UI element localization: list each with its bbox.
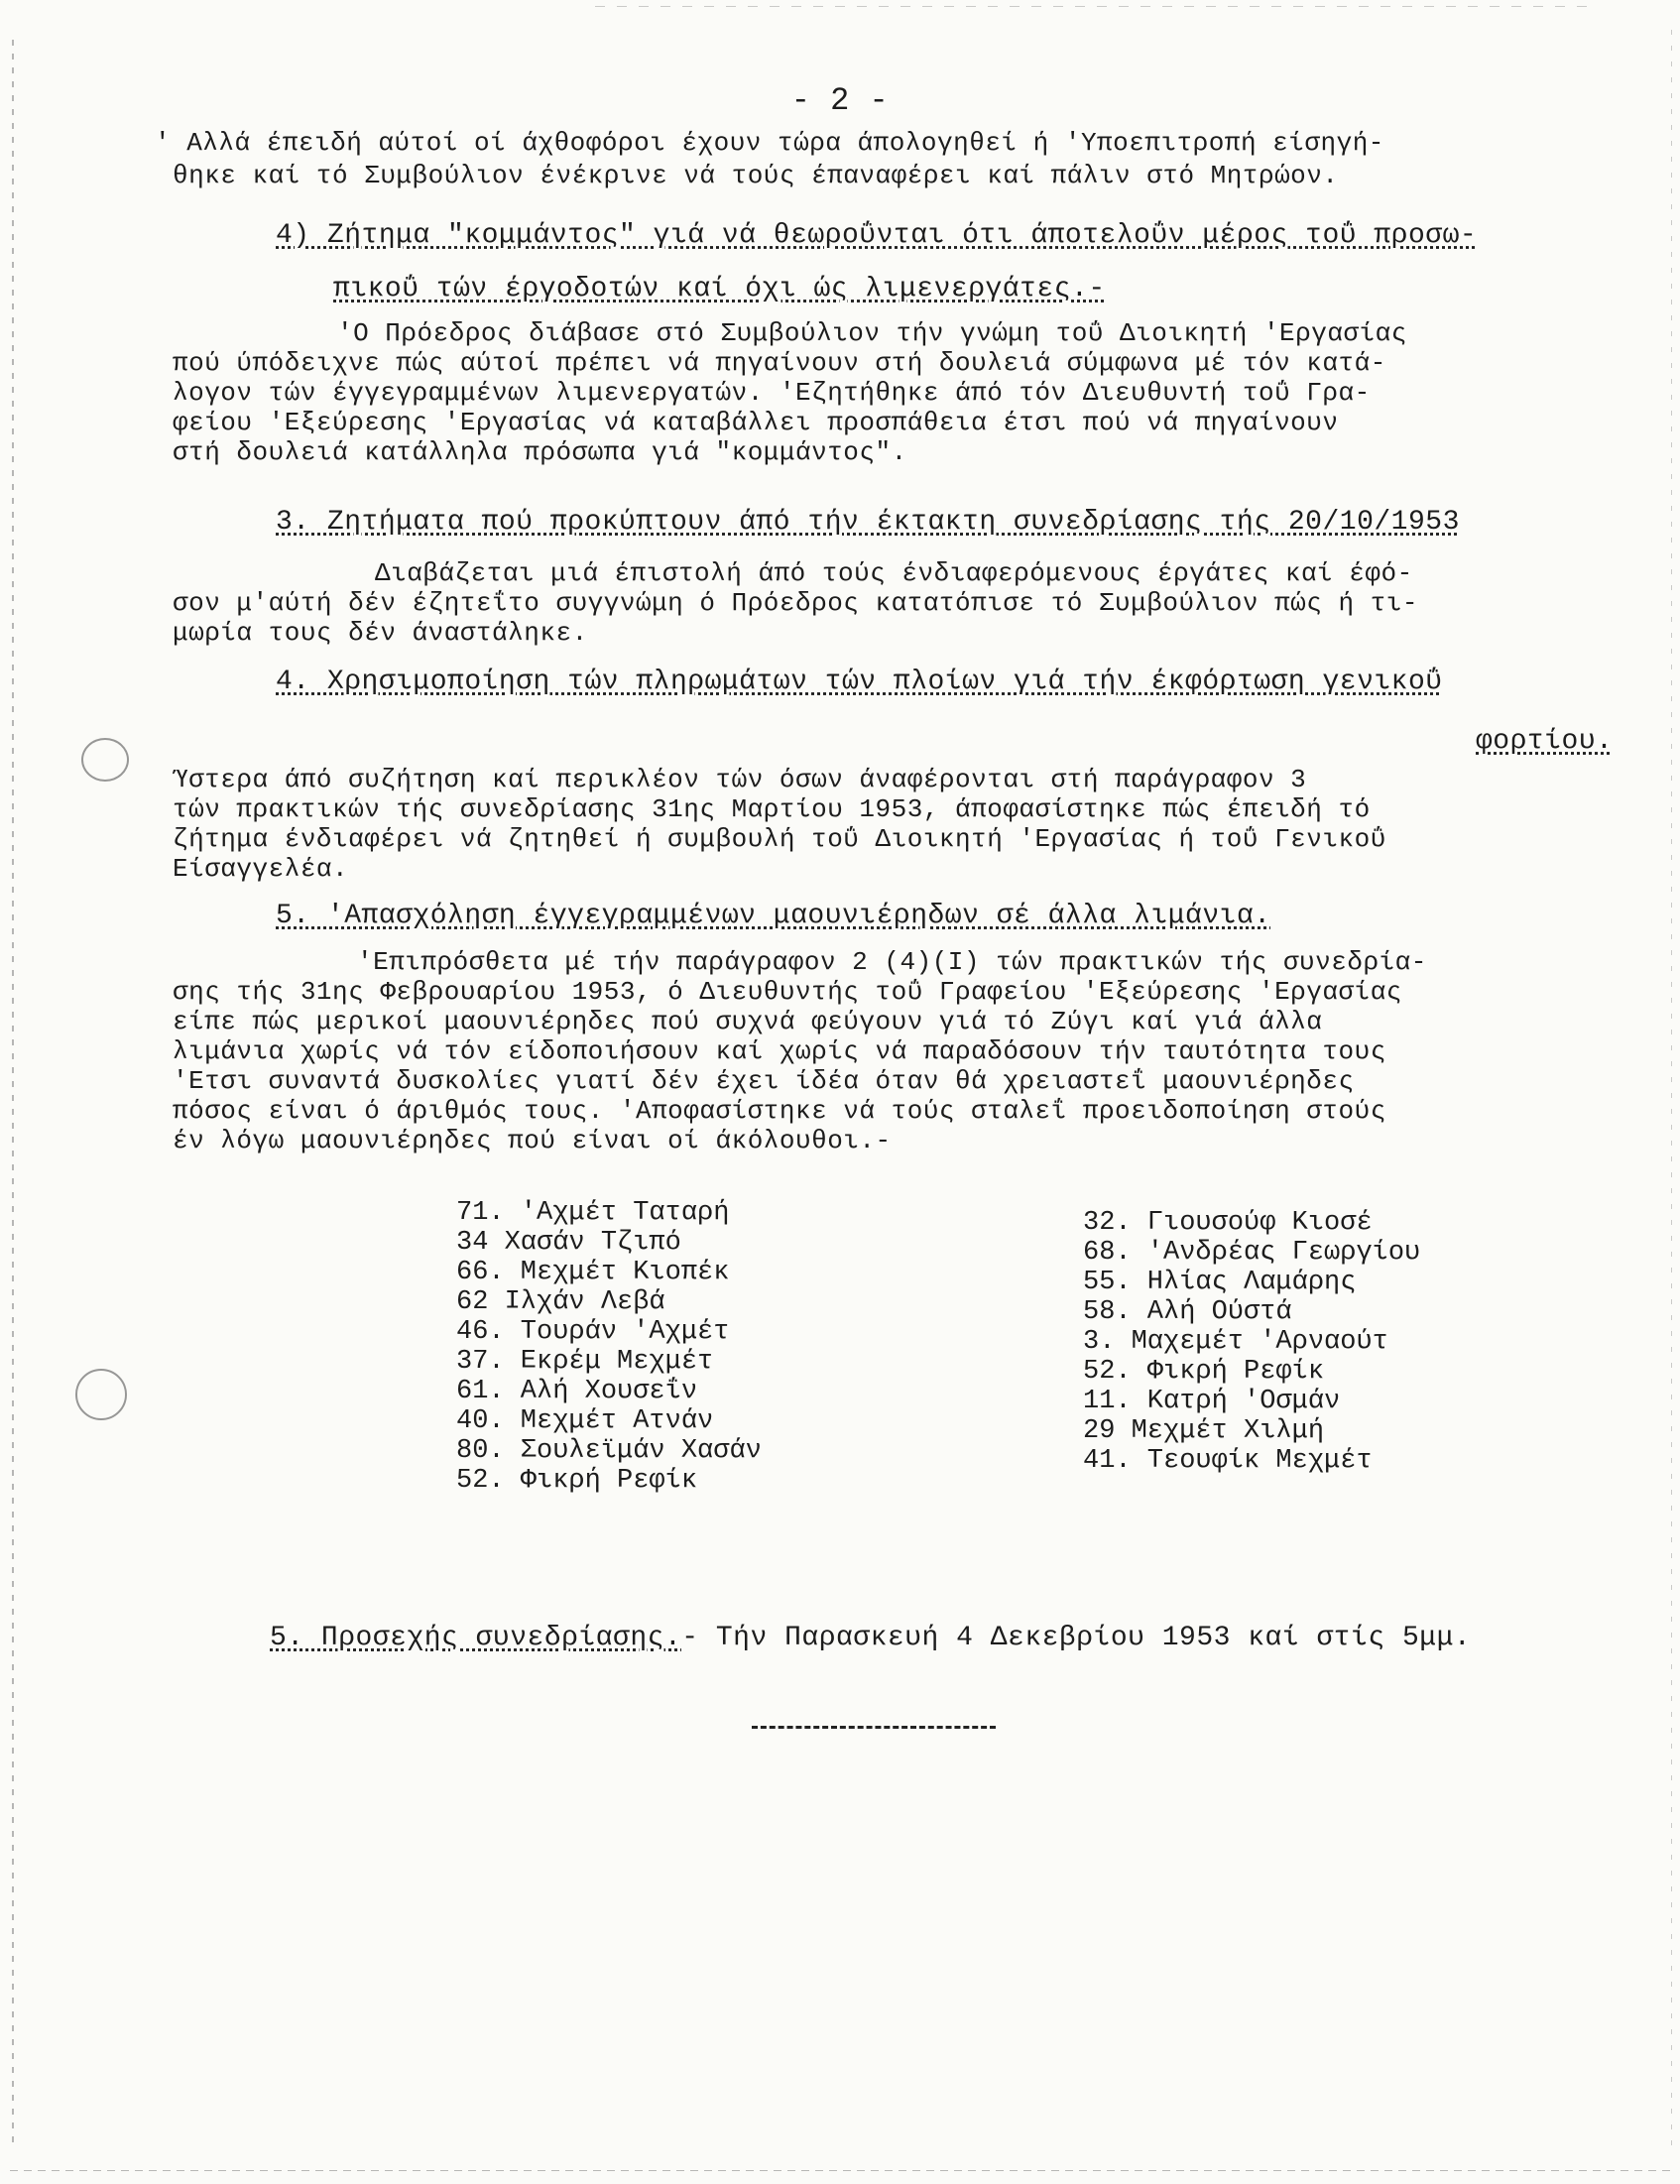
paragraph-line: μωρία τους δέν άναστάληκε.	[173, 618, 588, 648]
paragraph-line: Είσαγγελέα.	[173, 854, 349, 884]
scan-edge-right	[1671, 30, 1672, 2152]
name-entry: 3. Μαχεμέτ 'Αρναούτ	[1083, 1327, 1388, 1357]
item-heading: 3. Ζητήματα πού προκύπτουν άπό τήν έκτακτη συνεδρίασης τής 20/10/1953	[276, 507, 1460, 538]
intro-line: ' Αλλά έπειδή αύτοί οί άχθοφόροι έχουν τώρα άπολογηθεί ή 'Υποεπιτροπή είσηγή-	[155, 128, 1384, 158]
name-entry: 58. Αλή Ούστά	[1083, 1297, 1292, 1327]
name-entry: 80. Σουλεϊμάν Χασάν	[456, 1436, 762, 1466]
paragraph-line: φείου 'Εξεύρεσης 'Εργασίας νά καταβάλλει προσπάθεια έτσι πού νά πηγαίνουν	[173, 408, 1339, 437]
name-entry: 68. 'Ανδρέας Γεωργίου	[1083, 1238, 1421, 1268]
name-entry: 55. Ηλίας Λαμάρης	[1083, 1268, 1357, 1297]
item-heading: 4. Χρησιμοποίηση τών πληρωμάτων τών πλοίων γιά τήν έκφόρτωση γενικοΰ	[276, 667, 1443, 697]
hole-punch-mark	[75, 1369, 127, 1420]
name-entry: 52. Φικρή Ρεφίκ	[456, 1466, 698, 1496]
name-entry: 29 Μεχμέτ Χιλμή	[1083, 1416, 1325, 1446]
name-entry: 34 Χασάν Τζιπό	[456, 1228, 681, 1258]
name-entry: 40. Μεχμέτ Ατνάν	[456, 1406, 714, 1436]
item-heading: φορτίου.	[1476, 726, 1614, 757]
paragraph-line: είπε πώς μερικοί μαουνιέρηδες πού συχνά φεύγουν γιά τό Ζύγι καί γιά άλλα	[173, 1007, 1323, 1036]
scan-edge-bottom	[10, 2170, 1670, 2171]
paragraph-line: σης τής 31ης Φεβρουαρίου 1953, ό Διευθυντής τοΰ Γραφείου 'Εξεύρεσης 'Εργασίας	[173, 977, 1402, 1007]
name-entry: 71. 'Αχμέτ Ταταρή	[456, 1198, 730, 1228]
name-entry: 11. Κατρή 'Οσμάν	[1083, 1387, 1341, 1416]
paragraph-line: σον μ'αύτή δέν έζητεΐτο συγγνώμη ό Πρόεδρος κατατόπισε τό Συμβούλιον πώς ή τι-	[173, 588, 1418, 618]
scan-edge-top	[595, 6, 1587, 7]
item-heading: 5. 'Απασχόληση έγγεγραμμένων μαουνιέρηδων σέ άλλα λιμάνια.	[276, 901, 1271, 931]
paragraph-line: ζήτημα ένδιαφέρει νά ζητηθεί ή συμβουλή τοΰ Διοικητή 'Εργασίας ή τοΰ Γενικοΰ	[173, 824, 1386, 854]
scan-edge-left	[12, 40, 14, 2142]
name-entry: 66. Μεχμέτ Κιοπέκ	[456, 1258, 730, 1287]
closing-text: - Τήν Παρασκευή 4 Δεκεβρίου 1953 καί στίς 5μμ.	[681, 1623, 1472, 1653]
end-divider	[752, 1726, 996, 1729]
paragraph-line: 'Ετσι συναντά δυσκολίες γιατί δέν έχει ίδέα όταν θά χρειαστεΐ μαουνιέρηδες	[173, 1066, 1355, 1096]
paragraph-line: Ύστερα άπό συζήτηση καί περικλέον τών όσων άναφέρονται στή παράγραφον 3	[173, 765, 1307, 794]
paragraph-line: στή δουλειά κατάλληλα πρόσωπα γιά "κομμάντος".	[173, 437, 907, 467]
hole-punch-mark	[81, 738, 129, 782]
item-heading: πικοΰ τών έργοδοτών καί όχι ώς λιμενεργάτες.-	[333, 274, 1106, 304]
name-entry: 62 Ιλχάν Λεβά	[456, 1287, 665, 1317]
paragraph-line: Διαβάζεται μιά έπιστολή άπό τούς ένδιαφερόμενους έργάτες καί έφό-	[375, 558, 1413, 588]
names-list-left	[456, 1198, 762, 1496]
closing-label: 5. Προσεχής συνεδρίασης.	[270, 1623, 682, 1653]
intro-line: θηκε καί τό Συμβούλιον ένέκρινε νά τούς έπαναφέρει καί πάλιν στό Μητρώον.	[173, 161, 1339, 190]
name-entry: 41. Τεουφίκ Μεχμέτ	[1083, 1446, 1373, 1476]
paragraph-line: πόσος είναι ό άριθμός τους. 'Αποφασίστηκε νά τούς σταλεΐ προειδοποίηση στούς	[173, 1096, 1386, 1126]
names-list-right	[1083, 1208, 1420, 1476]
closing-line	[270, 1625, 1471, 1652]
page-number: - 2 -	[790, 82, 890, 119]
paragraph-line: 'Ο Πρόεδρος διάβασε στό Συμβούλιον τήν γνώμη τοΰ Διοικητή 'Εργασίας	[337, 318, 1407, 348]
paragraph-line: έν λόγω μαουνιέρηδες πού είναι οί άκόλουθοι.-	[173, 1126, 892, 1155]
paragraph-line: τών πρακτικών τής συνεδρίασης 31ης Μαρτίου 1953, άποφασίστηκε πώς έπειδή τό	[173, 794, 1371, 824]
name-entry: 32. Γιουσούφ Κιοσέ	[1083, 1208, 1373, 1238]
item-heading: 4) Ζήτημα "κομμάντος" γιά νά θεωροΰνται ότι άποτελοΰν μέρος τοΰ προσω-	[276, 220, 1478, 251]
paragraph-line: 'Επιπρόσθετα μέ τήν παράγραφον 2 (4)(Ι) τών πρακτικών τής συνεδρία-	[357, 947, 1427, 977]
name-entry: 52. Φικρή Ρεφίκ	[1083, 1357, 1325, 1387]
paragraph-line: λιμάνια χωρίς νά τόν είδοποιήσουν καί χωρίς νά παραδόσουν τήν ταυτότητα τους	[173, 1036, 1386, 1066]
name-entry: 61. Αλή Χουσεΐν	[456, 1377, 698, 1406]
name-entry: 46. Τουράν 'Αχμέτ	[456, 1317, 730, 1347]
paragraph-line: πού ύπόδειχνε πώς αύτοί πρέπει νά πηγαίνουν στή δουλειά σύμφωνα μέ τόν κατά-	[173, 348, 1386, 378]
paragraph-line: λογον τών έγγεγραμμένων λιμενεργατών. 'Εζητήθηκε άπό τόν Διευθυντή τοΰ Γρα-	[173, 378, 1371, 408]
name-entry: 37. Εκρέμ Μεχμέτ	[456, 1347, 714, 1377]
